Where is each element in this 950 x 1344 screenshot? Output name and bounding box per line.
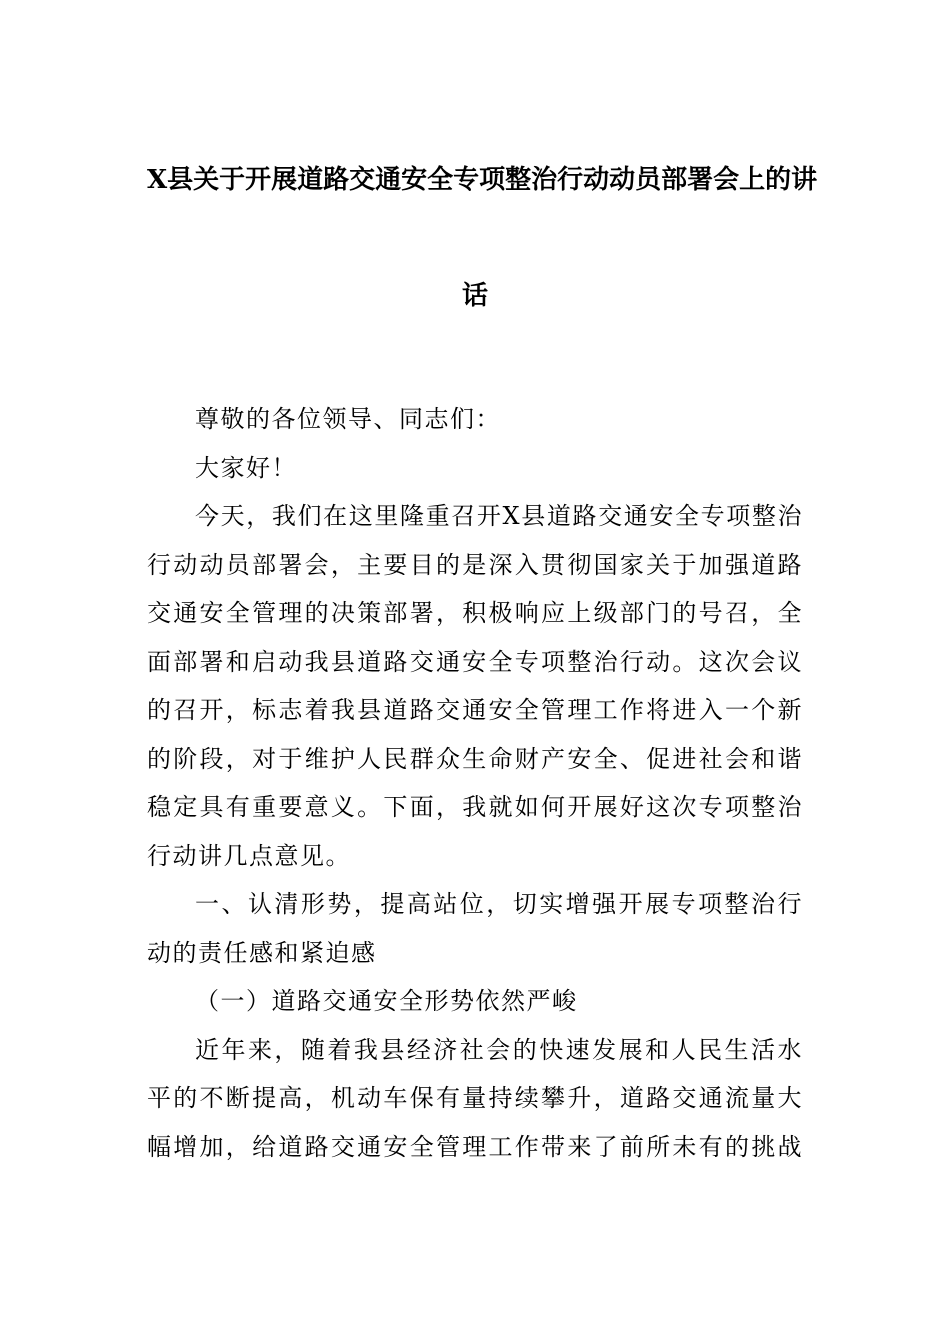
intro-paragraph: 今天，我们在这里隆重召开X县道路交通安全专项整治行动动员部署会，主要目的是深入贯彻国家关于加强道路交通安全管理的决策部署，积极响应上级部门的号召，全面部署和启动我县道路交通安全专项整治行动。这次会议的召开，标志着我县道路交通安全管理工作将进入一个新的阶段，对于维护人民群众生命财产安全、促进社会和谐稳定具有重要意义。下面，我就如何开展好这次专项整治行动讲几点意见。 xyxy=(147,502,803,870)
body-paragraph: 近年来，随着我县经济社会的快速发展和人民生活水平的不断提高，机动车保有量持续攀升，道路交通流量大幅增加，给道路交通安全管理工作带来了前所未有的挑战 xyxy=(147,1035,803,1161)
salutation-paragraph: 尊敬的各位领导、同志们： xyxy=(195,405,501,433)
document-title-line-1: X县关于开展道路交通安全专项整治行动动员部署会上的讲 xyxy=(147,165,818,195)
document-title-line-2: 话 xyxy=(461,281,488,311)
section-heading-1: 一、认清形势，提高站位，切实增强开展专项整治行动的责任感和紧迫感 xyxy=(147,890,803,967)
document-body xyxy=(147,395,803,1171)
subsection-heading-1: （一）道路交通安全形势依然严峻 xyxy=(195,987,578,1015)
greeting-paragraph: 大家好！ xyxy=(195,453,297,482)
